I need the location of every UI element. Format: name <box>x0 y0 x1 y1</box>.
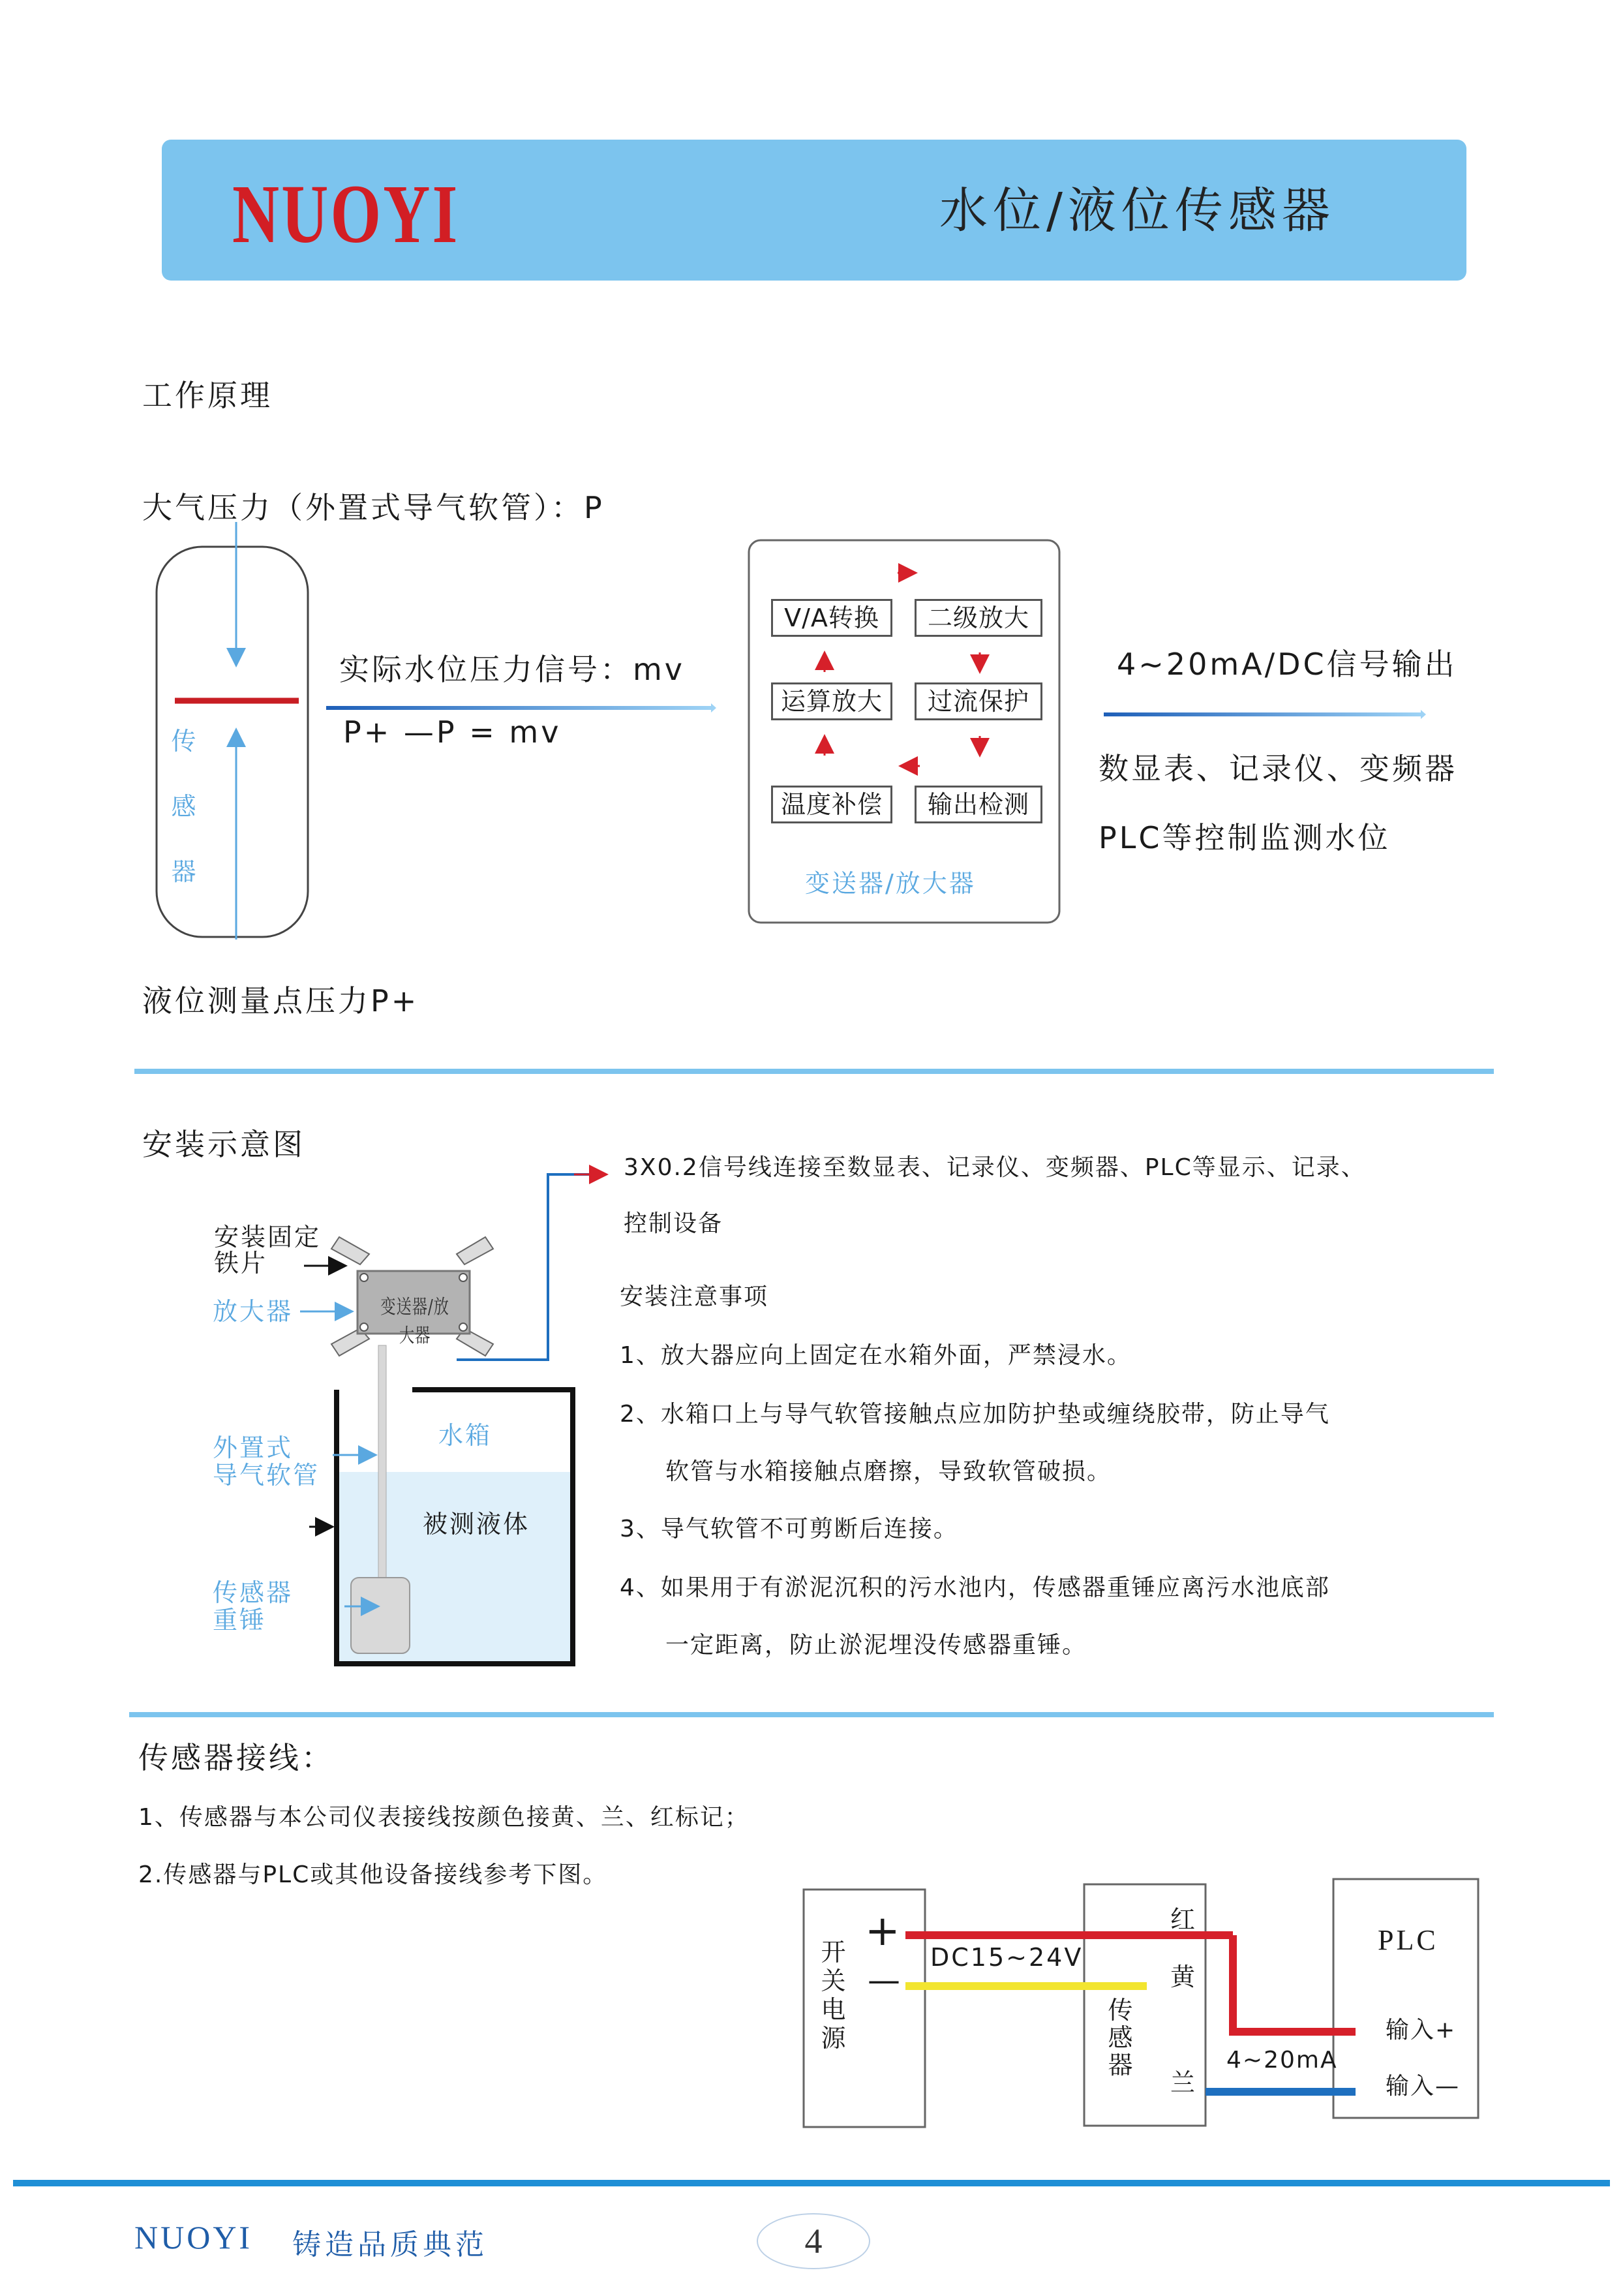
sensor-char: 器 <box>171 857 198 886</box>
note-item: 2、水箱口上与导气软管接触点应加防护垫或缠绕胶带，防止导气 <box>620 1401 1330 1428</box>
note-item: 3、导气软管不可剪断后连接。 <box>620 1516 958 1542</box>
signal-arrow <box>326 703 716 712</box>
tube-label-line: 外置式 <box>213 1433 294 1462</box>
box-op-amp: 运算放大 <box>771 682 892 720</box>
principle-heading: 工作原理 <box>142 378 273 413</box>
sensor-char: 器 <box>1108 2051 1135 2079</box>
red-label: 红 <box>1170 1905 1198 1934</box>
voltage-label: DC15~24V <box>930 1943 1084 1972</box>
box-second-amp: 二级放大 <box>915 599 1042 637</box>
box-output-check: 输出检测 <box>915 786 1042 823</box>
weight-label-line: 重锤 <box>213 1606 267 1634</box>
footer-slogan: 铸造品质典范 <box>292 2228 488 2261</box>
output-desc-2: PLC等控制监测水位 <box>1099 820 1391 855</box>
psu-char: 开 <box>821 1938 848 1967</box>
install-heading: 安装示意图 <box>142 1127 305 1162</box>
blue-label: 兰 <box>1170 2068 1198 2097</box>
plc-input-plus: 输入+ <box>1386 2017 1457 2043</box>
weight-label <box>213 1579 293 1634</box>
pressure-equation: P+ —P = mv <box>343 714 562 750</box>
note-item: 一定距离，防止淤泥埋没传感器重锤。 <box>665 1632 1087 1659</box>
output-label: 4~20mA/DC信号输出 <box>1117 647 1457 682</box>
amplifier-label: 放大器 <box>213 1297 294 1326</box>
tank-label: 水箱 <box>438 1421 493 1450</box>
psu-char: 关 <box>821 1967 848 1995</box>
box-va-convert: V/A转换 <box>771 599 892 637</box>
bracket-label-line: 安装固定 <box>214 1223 322 1251</box>
signal-cable <box>457 1174 592 1360</box>
note-item: 4、如果用于有淤泥沉积的污水池内，传感器重锤应离污水池底部 <box>620 1574 1330 1601</box>
sensor-char: 传 <box>1108 1996 1135 2025</box>
logo: NUOYI <box>232 168 460 260</box>
box-temp-comp: 温度补偿 <box>771 786 892 823</box>
wiring-line-2: 2.传感器与PLC或其他设备接线参考下图。 <box>138 1861 608 1888</box>
plc-input-minus: 输入— <box>1386 2073 1461 2100</box>
amp-box-text: 变送器/放大器 <box>380 1296 449 1347</box>
psu-char: 源 <box>821 2024 848 2053</box>
notes-heading: 安装注意事项 <box>620 1283 769 1310</box>
plc-label: PLC <box>1378 1924 1438 1956</box>
note-item: 软管与水箱接触点磨擦，导致软管破损。 <box>665 1458 1112 1485</box>
sensor-vertical-label <box>168 723 201 890</box>
signal-label: 实际水位压力信号：mv <box>339 652 686 687</box>
bracket-label <box>214 1224 321 1276</box>
tube-label <box>213 1434 320 1489</box>
psu-plus: + <box>865 1907 900 1955</box>
note-item: 1、放大器应向上固定在水箱外面，严禁浸水。 <box>620 1342 1132 1369</box>
measure-point-label: 液位测量点压力P+ <box>142 983 419 1018</box>
weight-label-line: 传感器 <box>213 1578 294 1607</box>
output-arrow <box>1104 710 1426 719</box>
wiring-heading: 传感器接线： <box>138 1740 334 1775</box>
psu-label <box>818 1938 851 2053</box>
sensor-weight <box>351 1578 410 1653</box>
atmospheric-label: 大气压力（外置式导气软管）：P <box>142 490 605 525</box>
psu-minus: — <box>868 1961 900 1999</box>
cable-note-1: 3X0.2信号线连接至数显表、记录仪、变频器、PLC等显示、记录、 <box>624 1154 1366 1181</box>
bracket-label-line: 铁片 <box>214 1249 268 1278</box>
sensor-char: 感 <box>171 792 198 821</box>
liquid-label: 被测液体 <box>423 1510 530 1538</box>
cable-note-2: 控制设备 <box>624 1210 723 1237</box>
current-label: 4~20mA <box>1226 2047 1338 2074</box>
page-title: 水位/液位传感器 <box>939 183 1335 239</box>
transmitter-panel <box>749 540 1059 923</box>
psu-char: 电 <box>821 1995 848 2024</box>
transmitter-caption: 变送器/放大器 <box>805 869 976 898</box>
air-tube <box>378 1345 386 1584</box>
sensor-char: 感 <box>1108 2023 1135 2052</box>
box-overcurrent: 过流保护 <box>915 682 1042 720</box>
sensor-char: 传 <box>171 727 198 756</box>
footer-brand: NUOYI <box>134 2219 253 2256</box>
tube-label-line: 导气软管 <box>213 1461 320 1490</box>
wiring-sensor-label <box>1105 1997 1138 2079</box>
output-desc-1: 数显表、记录仪、变频器 <box>1099 751 1457 786</box>
page-number: 4 <box>757 2213 870 2269</box>
yellow-label: 黄 <box>1170 1963 1198 1991</box>
wiring-line-1: 1、传感器与本公司仪表接线按颜色接黄、兰、红标记； <box>138 1804 750 1831</box>
wire-red-plc <box>1233 1935 1356 2032</box>
